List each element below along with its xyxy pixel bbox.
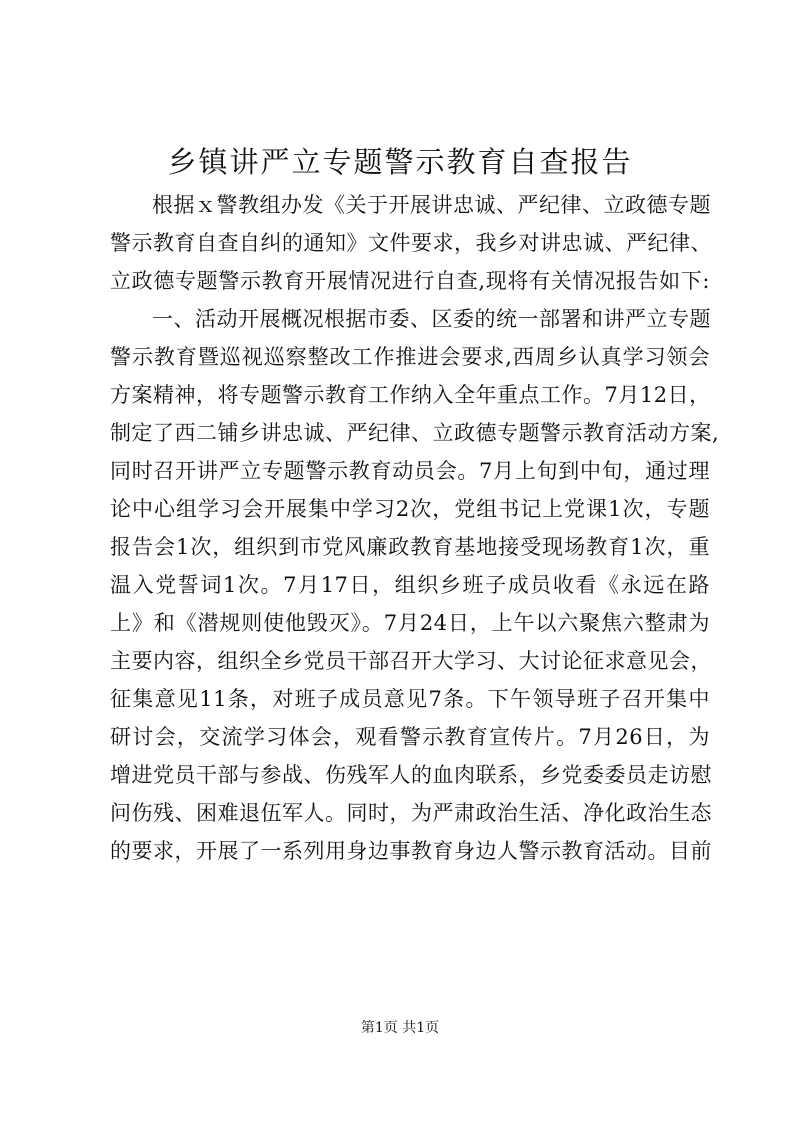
body-line: 同时召开讲严立专题警示教育动员会。7月上旬到中旬，通过理 [110, 459, 710, 483]
body-line: 警示教育自查自纠的通知》文件要求，我乡对讲忠诚、严纪律、 [110, 231, 712, 255]
body-line: 根据ｘ警教组办发《关于开展讲忠诚、严纪律、立政德专题 [152, 193, 711, 217]
body-line: 的要求，开展了一系列用身边事教育身边人警示教育活动。目前 [110, 839, 712, 863]
body-line: 问伤残、困难退伍军人。同时，为严肃政治生活、净化政治生态 [110, 801, 712, 825]
body-line: 温入党誓词1次。7月17日，组织乡班子成员收看《永远在路 [110, 573, 710, 597]
body-line: 征集意见11条，对班子成员意见7条。下午领导班子召开集中 [110, 687, 710, 711]
body-line: 一、活动开展概况根据市委、区委的统一部署和讲严立专题 [152, 307, 711, 331]
body-line: 上》和《潜规则使他毁灭》。7月24日，上午以六聚焦六整肃为 [110, 611, 710, 635]
body-line: 论中心组学习会开展集中学习2次，党组书记上党课1次，专题 [110, 497, 710, 521]
document-title: 乡镇讲严立专题警示教育自查报告 [167, 145, 633, 179]
body-line: 方案精神，将专题警示教育工作纳入全年重点工作。7月12日， [110, 383, 711, 407]
body-line: 警示教育暨巡视巡察整改工作推进会要求,西周乡认真学习领会 [110, 345, 710, 369]
body-line: 报告会1次，组织到市党风廉政教育基地接受现场教育1次，重 [110, 535, 710, 559]
page-footer: 第1页 共1页 [360, 1020, 440, 1036]
body-line: 增进党员干部与参战、伤残军人的血肉联系，乡党委委员走访慰 [110, 763, 712, 787]
body-line: 制定了西二铺乡讲忠诚、严纪律、立政德专题警示教育活动方案, [110, 421, 720, 445]
body-line: 立政德专题警示教育开展情况进行自查,现将有关情况报告如下: [110, 269, 710, 293]
body-line: 研讨会，交流学习体会，观看警示教育宣传片。7月26日，为 [110, 725, 710, 749]
document-body [110, 186, 720, 870]
body-line: 主要内容，组织全乡党员干部召开大学习、大讨论征求意见会， [110, 649, 712, 673]
